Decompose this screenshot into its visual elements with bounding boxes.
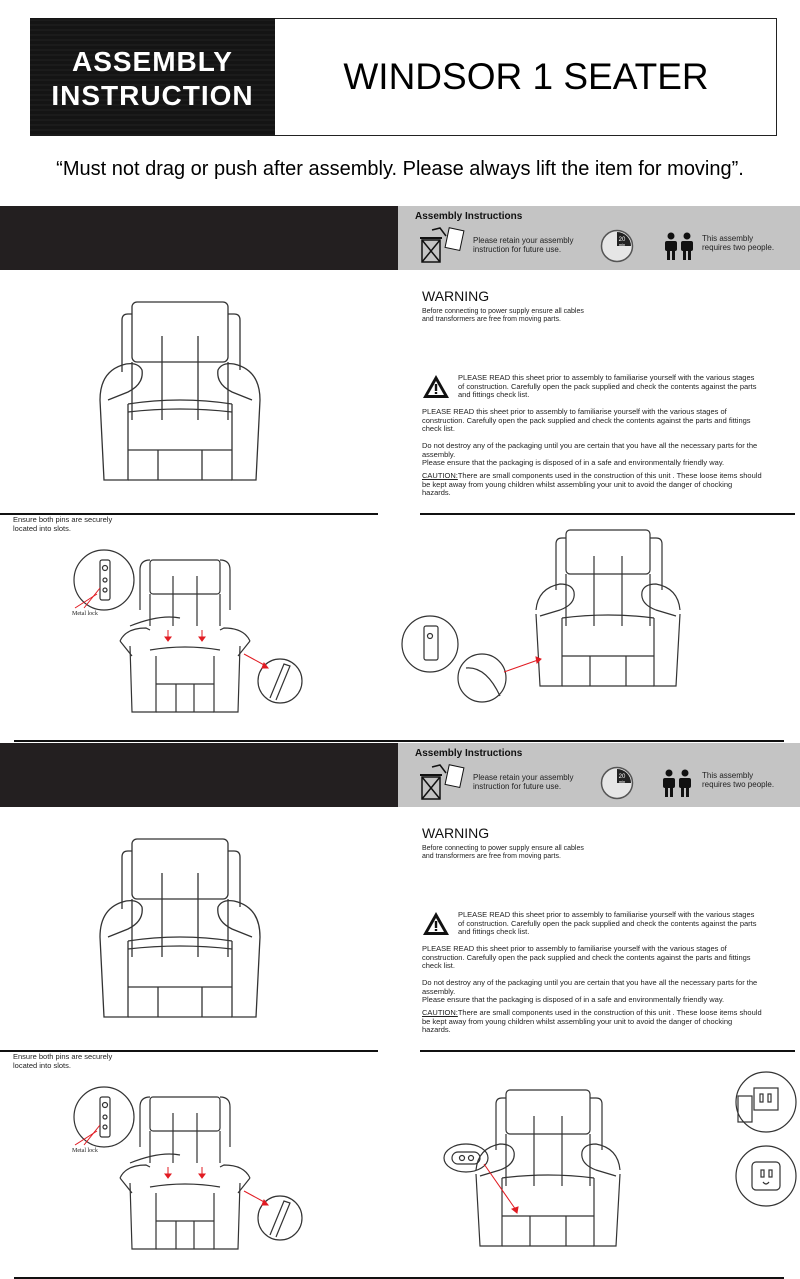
keep-instructions-icon xyxy=(418,226,468,266)
warning-text xyxy=(422,308,642,324)
chair-front-illustration xyxy=(98,837,268,1019)
read-paragraph: PLEASE READ this sheet prior to assembly to familiarise yourself with the various stages of construction. Carefully open the pack supplied and check the contents against the parts and fittings check list. xyxy=(422,407,751,433)
timer-value: 20 xyxy=(618,237,626,243)
caution-text: There are small components used in the construction of this unit . These loose items should be kept away from young children whilst assembling your unit to avoid the danger of chocking hazards. xyxy=(422,1008,762,1034)
section-info-bar xyxy=(398,743,800,807)
section-dark-bar xyxy=(0,206,398,270)
caution-paragraph xyxy=(422,472,762,498)
read-paragraph: PLEASE READ this sheet prior to assembly to familiarise yourself with the various stages of construction. Carefully open the pack supplied and check the contents against the parts and fittings check list. xyxy=(422,944,751,970)
divider-right xyxy=(420,1050,795,1052)
chair-front-illustration xyxy=(98,300,268,482)
product-title: WINDSOR 1 SEATER xyxy=(343,56,709,97)
warning-triangle-icon xyxy=(422,374,450,400)
packaging-paragraph: Do not destroy any of the packaging until you are certain that you have all the necessary parts for the assembly. xyxy=(422,978,758,996)
timer-value: 20 xyxy=(618,774,626,780)
warning-line-2: and transformers are free from moving parts. xyxy=(422,853,561,860)
keep-instructions-icon xyxy=(418,763,468,803)
instruction-section-2 xyxy=(0,743,800,1279)
two-people-text xyxy=(702,771,774,789)
caution-text: There are small components used in the construction of this unit . These loose items should be kept away from young children whilst assembling your unit to avoid the danger of chocking hazards. xyxy=(422,471,762,497)
warning-text xyxy=(422,845,642,861)
ensure-line-2: located into slots. xyxy=(13,1060,71,1070)
caution-label: CAUTION: xyxy=(422,1008,458,1017)
backrest-install-illustration xyxy=(70,546,310,721)
retain-line-1: Please retain your assembly xyxy=(473,773,574,782)
backrest-install-illustration xyxy=(70,1083,310,1258)
header-assembly-label: ASSEMBLY xyxy=(71,46,233,77)
armrest-install-illustration xyxy=(400,526,690,711)
section-bar-title: Assembly Instructions xyxy=(415,748,523,759)
section-bar-title: Assembly Instructions xyxy=(415,211,523,222)
ensure-line-2: located into slots. xyxy=(13,523,71,533)
warning-heading: WARNING xyxy=(422,825,490,841)
section-dark-bar xyxy=(0,743,398,807)
ensure-line-1: Ensure both pins are securely xyxy=(13,515,113,524)
caution-paragraph xyxy=(422,1009,762,1035)
timer-unit: min xyxy=(618,242,626,247)
metal-lock-label: Metal lock xyxy=(72,1148,98,1154)
timer-icon xyxy=(600,766,634,800)
warning-line-2: and transformers are free from moving parts. xyxy=(422,316,561,323)
retain-line-2: instruction for future use. xyxy=(473,782,562,791)
ensure-pins-text xyxy=(13,1053,143,1070)
section-separator xyxy=(14,740,784,742)
header-instruction-label: INSTRUCTION xyxy=(51,80,254,111)
retain-line-1: Please retain your assembly xyxy=(473,236,574,245)
timer-icon xyxy=(600,229,634,263)
warning-line-1: Before connecting to power supply ensure all cables xyxy=(422,845,584,852)
retain-instructions-text xyxy=(473,236,574,254)
read-box-text: PLEASE READ this sheet prior to assembly to familiarise yourself with the various stages of construction. Carefully open the pack supplied and check the contents against the parts and fittings check list. xyxy=(458,910,757,936)
section-info-bar xyxy=(398,206,800,270)
people-line-1: This assembly xyxy=(702,234,754,243)
power-connection-illustration xyxy=(440,1078,800,1263)
instruction-section-1 xyxy=(0,206,800,742)
timer-unit: min xyxy=(618,779,626,784)
metal-lock-label: Metal lock xyxy=(72,611,98,617)
caution-label: CAUTION: xyxy=(422,471,458,480)
ensure-line-1: Ensure both pins are securely xyxy=(13,1052,113,1061)
warning-triangle-icon xyxy=(422,911,450,937)
divider-right xyxy=(420,513,795,515)
ensure-pins-text xyxy=(13,516,143,533)
dispose-paragraph: Please ensure that the packaging is disposed of in a safe and environmentally friendly way. xyxy=(422,458,725,467)
read-box-text: PLEASE READ this sheet prior to assembly to familiarise yourself with the various stages of construction. Carefully open the pack supplied and check the contents against the parts and fittings check list. xyxy=(458,373,757,399)
people-line-1: This assembly xyxy=(702,771,754,780)
people-line-2: requires two people. xyxy=(702,243,775,252)
warning-line-1: Before connecting to power supply ensure all cables xyxy=(422,308,584,315)
header-assembly-block xyxy=(30,18,275,136)
two-people-text xyxy=(702,234,774,252)
two-people-icon xyxy=(661,769,693,799)
warning-heading: WARNING xyxy=(422,288,490,304)
packaging-paragraph: Do not destroy any of the packaging until you are certain that you have all the necessary parts for the assembly. xyxy=(422,441,758,459)
people-line-2: requires two people. xyxy=(702,780,775,789)
two-people-icon xyxy=(663,232,695,262)
moving-notice: “Must not drag or push after assembly. Please always lift the item for moving”. xyxy=(56,158,744,180)
retain-instructions-text xyxy=(473,773,574,791)
dispose-paragraph: Please ensure that the packaging is disposed of in a safe and environmentally friendly way. xyxy=(422,995,725,1004)
retain-line-2: instruction for future use. xyxy=(473,245,562,254)
